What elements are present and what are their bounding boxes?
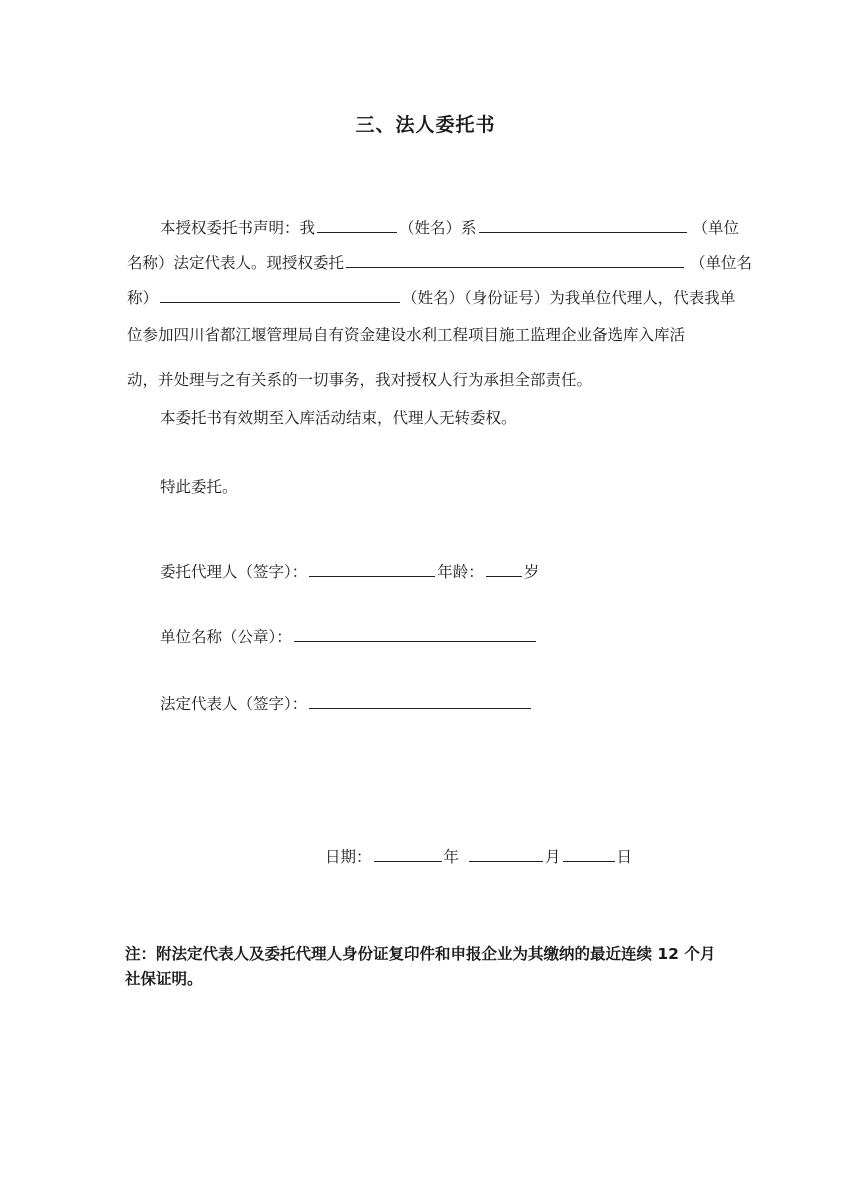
para1-line4: 位参加四川省都江堰管理局自有资金建设水利工程项目施工监理企业备选库入库活	[127, 326, 686, 344]
unit-label-part1: （单位	[692, 219, 740, 237]
agent-signature-row	[160, 561, 539, 583]
agent-signature-label: 委托代理人（签字）：	[160, 563, 308, 581]
legal-rep-signature-blank[interactable]	[309, 693, 531, 709]
unit-seal-label: 单位名称（公章）：	[160, 628, 292, 646]
note-line2: 社保证明。	[125, 970, 203, 988]
age-blank[interactable]	[486, 561, 522, 577]
page-title: 三、法人委托书	[355, 114, 496, 136]
declaration-text: 本授权委托书声明：我	[160, 219, 316, 237]
name-label: （姓名）系	[399, 219, 477, 237]
name-blank[interactable]	[317, 217, 397, 233]
year-blank[interactable]	[374, 846, 442, 862]
validity-paragraph: 本委托书有效期至入库活动结束，代理人无转委权。	[160, 409, 517, 427]
agent-text: （姓名）（身份证号）为我单位代理人，代表我单	[402, 289, 736, 307]
day-label: 日	[616, 848, 633, 866]
unit-label-part2: （单位名	[690, 254, 753, 272]
unit-seal-row	[160, 626, 538, 648]
unit-seal-blank[interactable]	[294, 626, 536, 642]
para1-line1	[160, 217, 739, 239]
legal-rep-signature-row	[160, 693, 533, 715]
para1-line3	[127, 287, 735, 309]
entrusted-company-blank[interactable]	[346, 252, 684, 268]
day-blank[interactable]	[563, 846, 615, 862]
age-unit: 岁	[523, 563, 540, 581]
agent-info-blank[interactable]	[160, 287, 400, 303]
para1-line5: 动，并处理与之有关系的一切事务，我对授权人行为承担全部责任。	[127, 371, 593, 389]
date-label: 日期：	[325, 848, 372, 866]
closing-paragraph: 特此委托。	[160, 478, 238, 496]
date-row	[325, 846, 632, 868]
company-blank[interactable]	[479, 217, 687, 233]
legal-rep-text: 名称）法定代表人。现授权委托	[127, 254, 345, 272]
month-blank[interactable]	[469, 846, 543, 862]
unit-label-part3: 称）	[127, 289, 159, 307]
age-label: 年龄：	[437, 563, 484, 581]
note-line1: 注：附法定代表人及委托代理人身份证复印件和申报企业为其缴纳的最近连续 12 个月	[125, 945, 716, 963]
year-label: 年	[443, 848, 460, 866]
legal-rep-signature-label: 法定代表人（签字）：	[160, 695, 308, 713]
agent-signature-blank[interactable]	[309, 561, 435, 577]
month-label: 月	[545, 848, 561, 866]
para1-line2	[127, 252, 752, 274]
